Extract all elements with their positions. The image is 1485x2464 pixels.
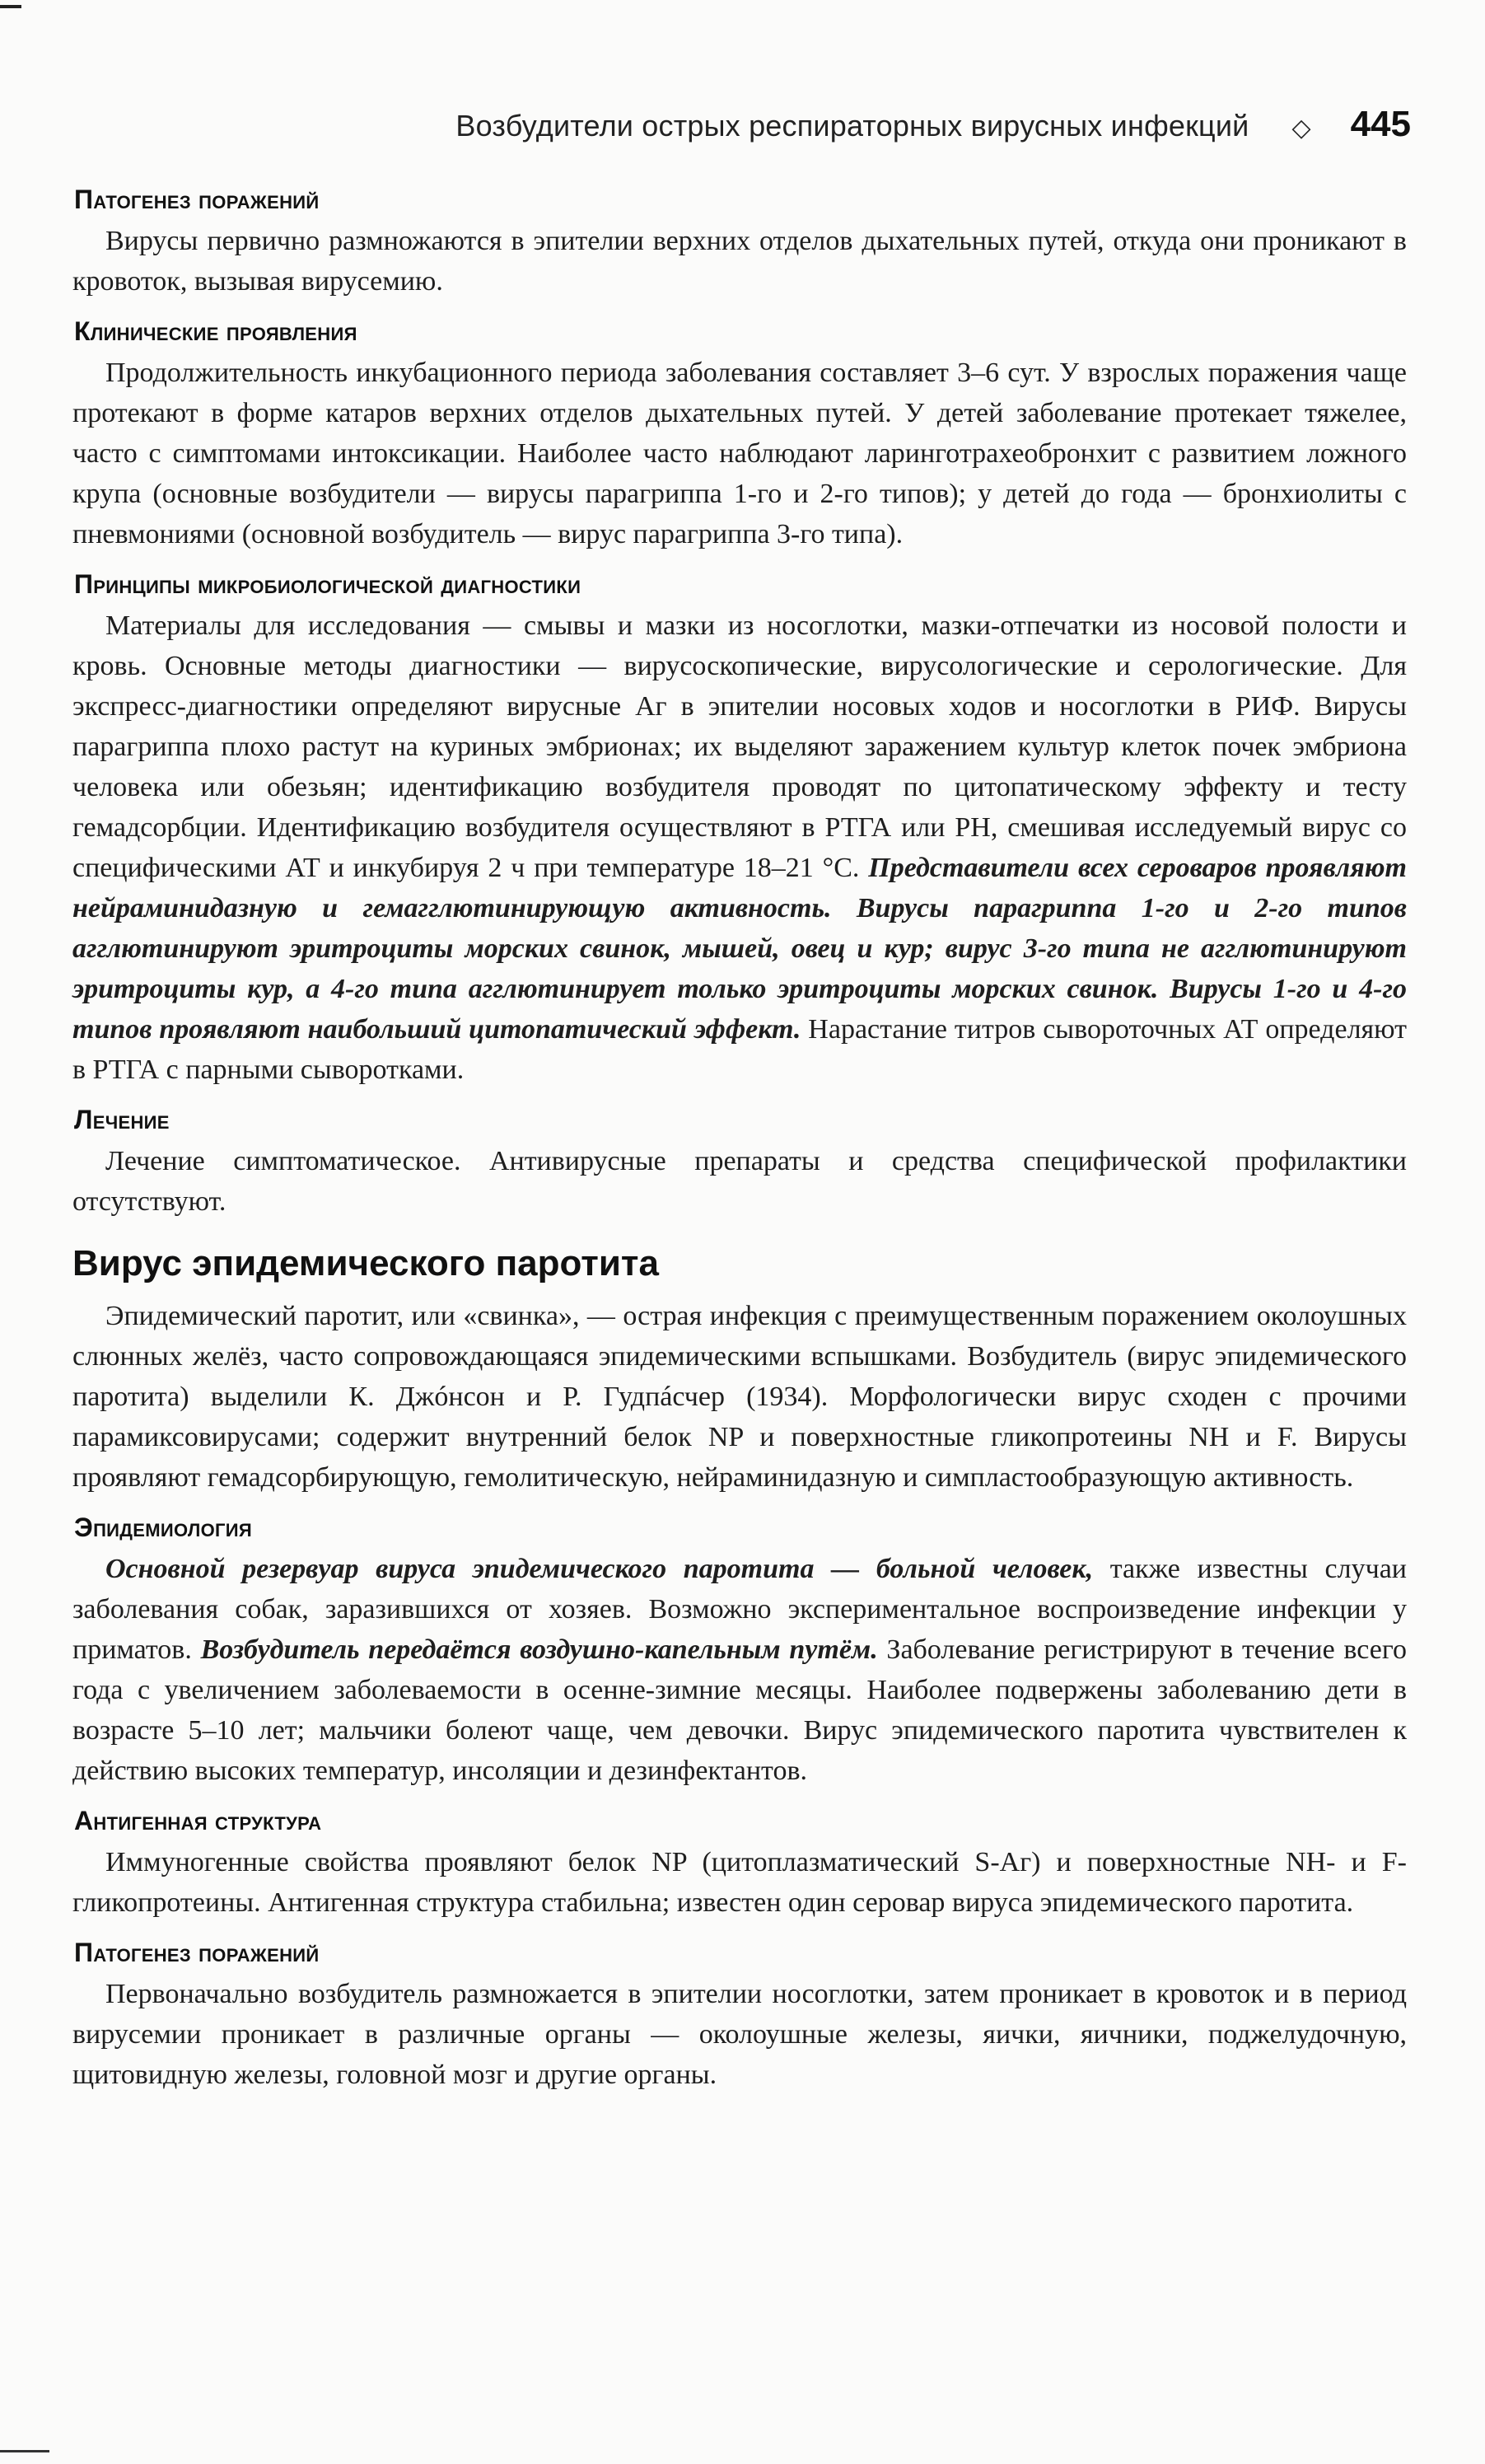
section-heading: Антигенная структура (74, 1806, 322, 1835)
page-number: 445 (1350, 104, 1411, 144)
text-run: Эпидемический паротит, или «свинка», — острая инфекция с преимущественным поражением околоушных слюнных желёз, часто сопровождающаяся эпидемическими вспышками. Возбудитель (вирус эпидемического паротита) выделили К. Джóнсон и Р. Гудпáсчер (1934). Морфологически вирус сходен с прочими парамиксовирусами; содержит внутренний белок NP и поверхностные гликопротеины NH и F. Вирусы проявляют гемадсорбирующую, гемолитическую, нейраминидазную и симпластообразующую активность. (72, 1301, 1407, 1493)
section-heading: Эпидемиология (74, 1513, 252, 1542)
text-run: Нарастание титров сывороточных АТ определяют в РТГА с парными сыворотками. (72, 1014, 1407, 1085)
text-run: Лечение симптоматическое. Антивирусные препараты и средства специфической профилактики отсутствуют. (72, 1146, 1407, 1217)
text-run: Вирусы первично размножаются в эпителии верхних отделов дыхательных путей, откуда они проникают в кровоток, вызывая вирусемию. (72, 226, 1407, 297)
text-run: Продолжительность инкубационного периода заболевания составляет 3–6 сут. У взрослых поражения чаще протекают в форме катаров верхних отделов дыхательных путей. У детей заболевание протекает тяжелее, часто с симптомами интоксикации. Наиболее часто наблюдают ларинготрахеобронхит с развитием ложного крупа (основные возбудители — вирусы парагриппа 1-го и 2-го типов); у детей до года — бронхиолиты с пневмониями (основной возбудитель — вирус парагриппа 3-го типа). (72, 358, 1407, 549)
diamond-ornament-icon: ◇ (1291, 115, 1311, 142)
emphasized-text: Основной резервуар вируса эпидемического паротита — больной человек, (105, 1554, 1094, 1584)
running-header-title: Возбудители острых респираторных вирусных инфекций (455, 109, 1249, 143)
body-paragraph (72, 1974, 1407, 2095)
section-heading: Патогенез поражений (74, 1938, 320, 1967)
text-run: Заболевание регистрируют в течение всего года с увеличением заболеваемости в осенне-зимние месяцы. Наиболее подвержены заболеванию дети в возрасте 5–10 лет; мальчики болеют чаще, чем девочки. Вирус эпидемического паротита чувствителен к действию высоких температур, инсоляции и дезинфектантов. (72, 1634, 1407, 1786)
body-paragraph (72, 353, 1407, 554)
body-paragraph (72, 605, 1407, 1090)
text-run: Первоначально возбудитель размножается в эпителии носоглотки, затем проникает в кровоток и в период вирусемии проникает в различные органы — околоушные железы, яички, яичники, поджелудочную, щитовидную железы, головной мозг и другие органы. (72, 1979, 1407, 2090)
scan-corner-mark (0, 5, 21, 8)
scan-edge-mark (0, 2450, 49, 2452)
text-run: Иммуногенные свойства проявляют белок NP (цитоплазматический S-Аг) и поверхностные NH- и F-гликопротеины. Антигенная структура стабильна; известен один серовар вируса эпидемического паротита. (72, 1847, 1407, 1918)
body-paragraph (72, 1842, 1407, 1923)
body-paragraph (72, 1549, 1407, 1791)
section-heading: Клинические проявления (74, 316, 357, 346)
body-paragraph (72, 221, 1407, 302)
page-body (72, 171, 1407, 2106)
text-run: также известны случаи заболевания собак, заразившихся от хозяев. Возможно экспериментальное воспроизведение инфекции у приматов. (72, 1554, 1407, 1665)
section-heading: Лечение (74, 1105, 170, 1134)
section-heading: Принципы микробиологической диагностики (74, 569, 581, 599)
emphasized-text: Представители всех сероваров проявляют нейраминидазную и гемагглютинирующую активность. Вирусы парагриппа 1-го и 2-го типов агглютинируют эритроциты морских свинок, мышей, овец и кур; вирус 3-го типа не агглютинируют эритроциты кур, а 4-го типа агглютинирует только эритроциты морских свинок. Вирусы 1-го и 4-го типов проявляют наибольший цитопатический эффект. (72, 853, 1407, 1045)
running-header (74, 104, 1411, 153)
text-run: Материалы для исследования — смывы и мазки из носоглотки, мазки-отпечатки из носовой полости и кровь. Основные методы диагностики — вирусоскопические, вирусологические и серологические. Для экспресс-диагностики определяют вирусные Аг в эпителии носовых ходов и носоглотки в РИФ. Вирусы парагриппа плохо растут на куриных эмбрионах; их выделяют заражением культур клеток почек эмбриона человека или обезьян; идентификацию возбудителя проводят по цитопатическому эффекту и тесту гемадсорбции. Идентификацию возбудителя осуществляют в РТГА или РН, смешивая исследуемый вирус со специфическими АТ и инкубируя 2 ч при температуре 18–21 °С. (72, 610, 1407, 883)
section-heading: Патогенез поражений (74, 185, 320, 214)
chapter-heading: Вирус эпидемического паротита (72, 1243, 659, 1283)
body-paragraph (72, 1141, 1407, 1222)
emphasized-text: Возбудитель передаётся воздушно-капельным путём. (200, 1634, 878, 1665)
body-paragraph (72, 1296, 1407, 1498)
